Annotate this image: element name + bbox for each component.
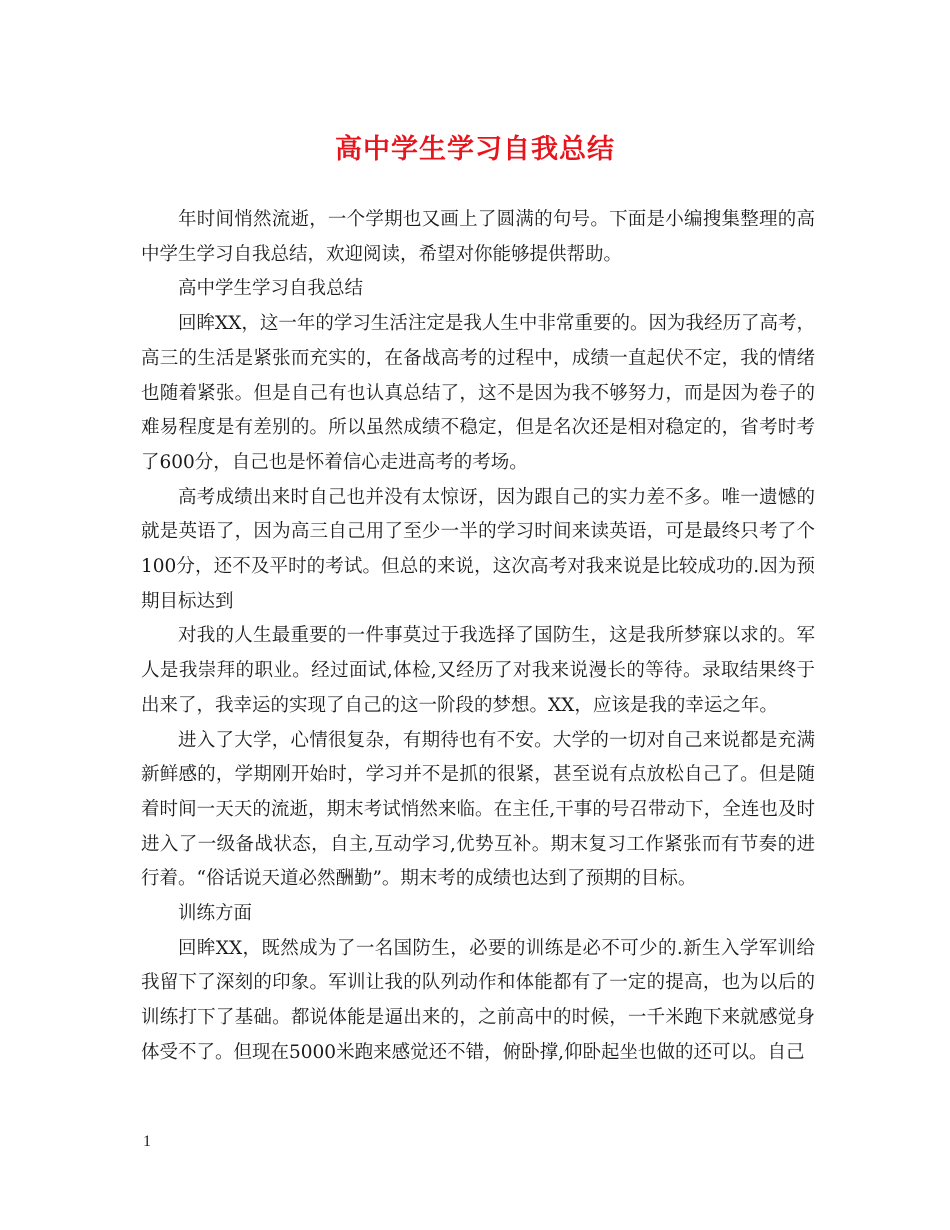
paragraph-training-heading: 训练方面 bbox=[178, 903, 253, 925]
paragraph-training: 回眸XX，既然成为了一名国防生，必要的训练是必不可少的.新生入学军训给我留下了深刻的印象。军训让我的队列动作和体能都有了一定的提高，也为以后的训练打下了基础。都说体能是逼出来的，之前高中的时候，一千米跑下来就感觉身体受不了。但现在5000米跑来感觉还不错，俯卧撑,仰卧起坐也做的还可以。自己 bbox=[141, 937, 815, 1063]
page-number: 1 bbox=[143, 1133, 151, 1150]
paragraph-intro: 年时间悄然流逝，一个学期也又画上了圆满的句号。下面是小编搜集整理的高中学生学习自我总结，欢迎阅读，希望对你能够提供帮助。 bbox=[141, 209, 815, 265]
paragraph-subtitle: 高中学生学习自我总结 bbox=[178, 278, 364, 300]
paragraph-university: 进入了大学，心情很复杂，有期待也有不安。大学的一切对自己来说都是充满新鲜感的，学期刚开始时，学习并不是抓的很紧，甚至说有点放松自己了。但是随着时间一天天的流逝，期末考试悄然来临。在主任,干事的号召带动下，全连也及时进入了一级备战状态，自主,互动学习,优势互补。期末复习工作紧张而有节奏的进行着。“俗话说天道必然酬勤”。期末考的成绩也达到了预期的目标。 bbox=[141, 729, 815, 890]
paragraph-defense-student: 对我的人生最重要的一件事莫过于我选择了国防生，这是我所梦寐以求的。军人是我崇拜的职业。经过面试,体检,又经历了对我来说漫长的等待。录取结果终于出来了，我幸运的实现了自己的这一阶段的梦想。XX，应该是我的幸运之年。 bbox=[141, 625, 815, 716]
paragraph-exam-result: 高考成绩出来时自己也并没有太惊讶，因为跟自己的实力差不多。唯一遗憾的就是英语了，因为高三自己用了至少一半的学习时间来读英语，可是最终只考了个100分，还不及平时的考试。但总的来说，这次高考对我来说是比较成功的.因为预期目标达到 bbox=[141, 486, 815, 612]
document-title: 高中学生学习自我总结 bbox=[335, 134, 615, 165]
document-body bbox=[141, 203, 815, 1071]
paragraph-review: 回眸XX，这一年的学习生活注定是我人生中非常重要的。因为我经历了高考，高三的生活是紧张而充实的，在备战高考的过程中，成绩一直起伏不定，我的情绪也随着紧张。但是自己有也认真总结了，这不是因为我不够努力，而是因为卷子的难易程度是有差别的。所以虽然成绩不稳定，但是名次还是相对稳定的，省考时考了600分，自己也是怀着信心走进高考的考场。 bbox=[141, 313, 815, 473]
